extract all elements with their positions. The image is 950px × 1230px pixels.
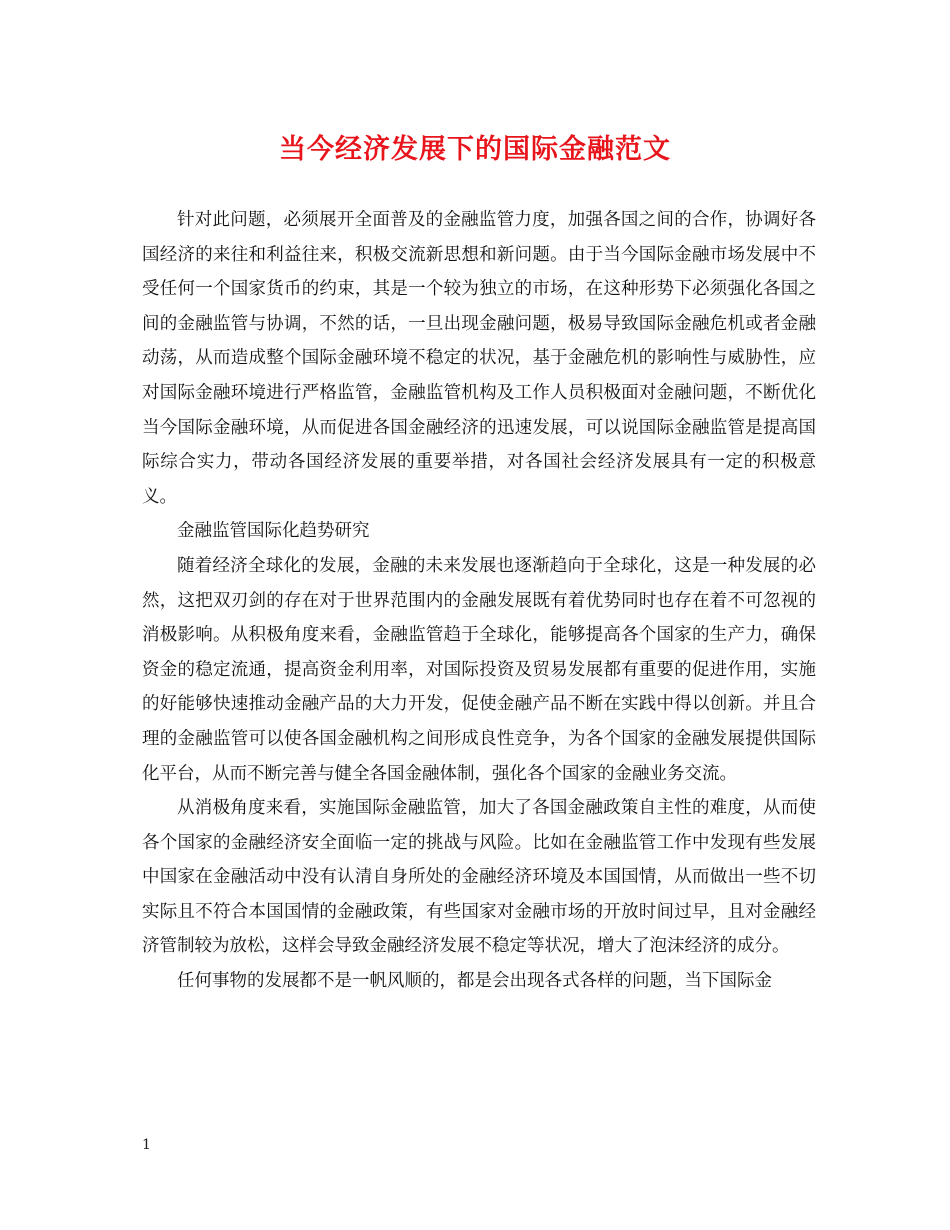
paragraph-globalization: 随着经济全球化的发展，金融的未来发展也逐渐趋向于全球化，这是一种发展的必然，这把双刃剑的存在对于世界范围内的金融发展既有着优势同时也存在着不可忽视的消极影响。从积极角度来看，金融监管趋于全球化，能够提高各个国家的生产力，确保资金的稳定流通，提高资金利用率，对国际投资及贸易发展都有重要的促进作用，实施的好能够快速推动金融产品的大力开发，促使金融产品不断在实践中得以创新。并且合理的金融监管可以使各国金融机构之间形成良性竞争，为各个国家的金融发展提供国际化平台，从而不断完善与健全各国金融体制，强化各个国家的金融业务交流。 — [142, 555, 816, 784]
paragraph-regulation-intro: 针对此问题，必须展开全面普及的金融监管力度，加强各国之间的合作，协调好各国经济的来往和利益往来，积极交流新思想和新问题。由于当今国际金融市场发展中不受任何一个国家货币的约束，其是一个较为独立的市场，在这种形势下必须强化各国之间的金融监管与协调，不然的话，一旦出现金融问题，极易导致国际金融危机或者金融动荡，从而造成整个国际金融环境不稳定的状况，基于金融危机的影响性与威胁性，应对国际金融环境进行严格监管，金融监管机构及工作人员积极面对金融问题，不断优化当今国际金融环境，从而促进各国金融经济的迅速发展，可以说国际金融监管是提高国际综合实力，带动各国经济发展的重要举措，对各国社会经济发展具有一定的积极意义。 — [142, 210, 816, 507]
section-heading: 金融监管国际化趋势研究 — [177, 521, 370, 542]
document-body — [142, 203, 816, 999]
page-number: 1 — [142, 1137, 151, 1153]
document-title: 当今经济发展下的国际金融范文 — [279, 134, 671, 165]
paragraph-negative-impact: 从消极角度来看，实施国际金融监管，加大了各国金融政策自主性的难度，从而使各个国家的金融经济安全面临一定的挑战与风险。比如在金融监管工作中发现有些发展中国家在金融活动中没有认清自身所处的金融经济环境及本国国情，从而做出一些不切实际且不符合本国国情的金融政策，有些国家对金融市场的开放时间过早，且对金融经济管制较为放松，这样会导致金融经济发展不稳定等状况，增大了泡沫经济的成分。 — [142, 798, 816, 957]
paragraph-continuation: 任何事物的发展都不是一帆风顺的，都是会出现各式各样的问题，当下国际金 — [177, 971, 772, 992]
